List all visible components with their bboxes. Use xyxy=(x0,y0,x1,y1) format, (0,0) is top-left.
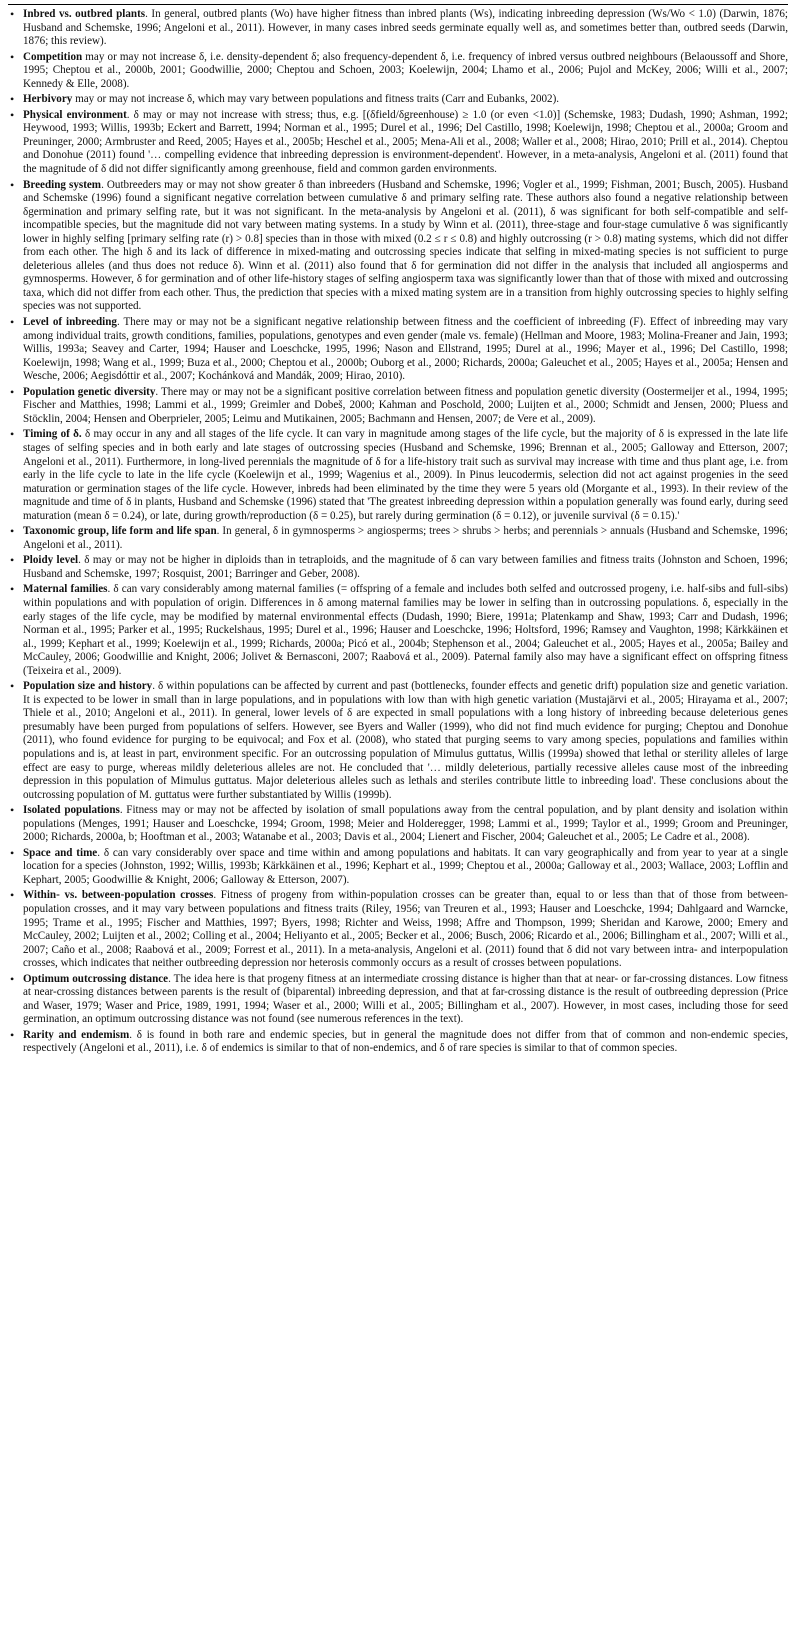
bullet-icon: • xyxy=(10,107,15,122)
list-item xyxy=(8,109,788,177)
item-text: . δ may or may not be higher in diploids than in tetraploids, and the magnitude of δ can vary between families and fitness traits (Johnston and Schoen, 1996; Husband and Schemske, 1997; Rosquist, 2001; Barringer and Geber, 2008). xyxy=(23,554,788,580)
item-term: Space and time xyxy=(23,846,98,859)
list-item xyxy=(8,93,788,107)
list-item xyxy=(8,583,788,678)
bullet-icon: • xyxy=(10,315,15,330)
list-item xyxy=(8,316,788,384)
item-text: . Outbreeders may or may not show greater δ than inbreeders (Husband and Schemske, 1996; Vogler et al., 1999; Fishman, 2001; Busch, 2005). Husband and Schemske (1996) found a significant negative correlation between cumulative δ and primary selfing rate. These authors also found a negative relationship between δgermination and primary selfing rate, but it was not significant. In the meta-analysis by Angeloni et al. (2011), δ was significant for both self-compatible and self-incompatible species, but the magnitude did not vary between mating systems. In a study by Winn et al. (2011), three-stage and four-stage cumulative δ was significantly lower in highly selfing [primary selfing rate (r) > 0.8] species than in those with mixed (0.2 ≤ r ≤ 0.8) and highly outcrossing (r > 0.8) mating systems, which did not differ from each other. The high δ and its lack of difference in mixed-mating and outcrossing species indicate that selfing in mixed-mating species is not sufficient to purge deleterious alleles (and thus does not reduce δ). Winn et al. (2011) also found that δ for germination did not differ in the analysis that included all angiosperms and gymnosperms. However, δ for germination and of other life-history stages of selfing angiosperm taxa was significantly lower than that of those with mixed and outcrossing taxa, which did not differ from each other. Thus, the prediction that species with a mixed mating system are in a transition from highly outcrossing species to highly selfing species was not supported. xyxy=(23,178,788,313)
item-term: Optimum outcrossing distance xyxy=(23,972,169,985)
item-term: Within- vs. between-population crosses xyxy=(23,889,214,902)
item-text: . Fitness of progeny from within-population crosses can be greater than, equal to or less than that of those from between-population crosses, and it may vary between populations and fitness traits (Riley, 1956; van Treuren et al., 1993; Hauser and Loeschcke, 1994; Dahlgaard and Warncke, 1995; Trame et al., 1995; Fischer and Matthies, 1997; Byers, 1998; Richter and Weiss, 1998; Affre and Thompson, 1999; Sheridan and Karowe, 2000; Emery and McCauley, 2002; Luijten et al., 2002; Colling et al., 2004; Heliyanto et al., 2005; Becker et al., 2006; Busch, 2006; Ricardo et al., 2006; Billingham et al., 2007; Willi et al., 2007; Caño et al., 2008; Raabová et al., 2009; Forrest et al., 2011). In a meta-analysis, Angeloni et al. (2011) found that δ did not vary between intra- and interpopulation crosses, which indicates that neither outbreeding depression nor heterosis commonly occurs as a result of crosses between populations. xyxy=(23,889,788,970)
item-term: Taxonomic group, life form and life span xyxy=(23,525,217,538)
item-term: Population genetic diversity xyxy=(23,385,156,398)
list-item xyxy=(8,804,788,845)
list-item xyxy=(8,386,788,427)
factor-list xyxy=(8,8,788,1056)
list-item xyxy=(8,889,788,970)
bullet-icon: • xyxy=(10,1027,15,1042)
bullet-icon: • xyxy=(10,384,15,399)
item-term: Competition xyxy=(23,50,83,63)
bullet-icon: • xyxy=(10,888,15,903)
item-text: . There may or may not be a significant negative relationship between fitness and the coefficient of inbreeding (F). Effect of inbreeding may vary among individual traits, growth conditions, families, populations, genotypes and even gender (male vs. female) (Hellman and Moore, 1983; Molina-Freaner and Jain, 1993; Willis, 1993a; Seavey and Carter, 1994; Hauser and Loeschcke, 1995, 1996; Nason and Ellstrand, 1995; Durel at al., 1996; Mayer et al., 1996; Del Castillo, 1998; Koelewijn, 1998; Wang et al., 1999; Buza et al., 2000; Cheptou et al., 2000b; Ouborg et al., 2000; Richards, 2000a; Galeuchet et al., 2005; Hayes et al., 2005a; Hensen and Wesche, 2006; Aegisdóttir et al., 2007; Kochánková and Mandák, 2009; Hirao, 2010). xyxy=(23,316,788,383)
bullet-icon: • xyxy=(10,92,15,107)
item-text: . δ can vary considerably over space and time within and among populations and habitats. It can vary geographically and from year to year at a single location for a species (Johnston, 1992; Willis, 1993b; Kärkkäinen et al., 1996; Kephart et al., 1999; Cheptou et al., 2000a; Galloway et al., 2003; Wallace, 2003; Lofflin and Kephart, 2005; Goodwillie & Knight, 2006; Galloway & Etterson, 2007). xyxy=(23,846,789,886)
item-text: . The idea here is that progeny fitness at an intermediate crossing distance is higher than that at near- or far-crossing distances. Low fitness at near-crossing distances between parents is the result of (biparental) inbreeding depression, and that at far-crossing distance is the result of outbreeding depression (Price and Waser, 1979; Waser and Price, 1989, 1991, 1994; Waser et al., 2000; Willi et al., 2005; Billingham et al., 2007). However, in most cases, including those for seed germination, an optimum outcrossing distance was not found (see numerous references in the text). xyxy=(23,972,788,1026)
item-text: . In general, outbred plants (Wo) have higher fitness than inbred plants (Ws), indicating inbreeding depression (Ws/Wo < 1.0) (Darwin, 1876; Husband and Schemske, 1996; Angeloni et al., 2011). However, in many cases inbred seeds germinate equally well as, and sometimes better than, outbred seeds (Darwin, 1876; this review). xyxy=(23,8,788,48)
item-text: . δ can vary considerably among maternal families (= offspring of a female and includes both selfed and outcrossed progeny, i.e. half-sibs and full-sibs) within populations and with population of origin. Differences in δ among maternal families may be lower in selfing than in outcrossing populations. δ, especially in the early stages of the life cycle, may be modified by maternal environmental effects (Dudash, 1990; Biere, 1991a; Platenkamp and Shaw, 1993; Carr and Dudash, 1996; Norman et al., 1995; Parker et al., 1995; Ruckelshaus, 1995; Durel et al., 1996; Hauser and Loeschcke, 1996; Holtsford, 1996; Ramsey and Vaughton, 1998; Kärkkäinen et al., 1999; Kephart et al., 1999; Koelewijn et al., 1999; Richards, 2000a; Picó et al., 2004b; Stephenson et al., 2004; Galeuchet et al., 2005; Hayes et al., 2005a; Bailey and McCauley, 2006; Goodwillie and Knight, 2006; Jolivet & Bernasconi, 2007; Raabová et al., 2009). Paternal family also may have a significant effect on offspring fitness (Teixeira et al., 2009). xyxy=(23,583,788,677)
bullet-icon: • xyxy=(10,427,15,442)
bullet-icon: • xyxy=(10,679,15,694)
bullet-icon: • xyxy=(10,524,15,539)
list-item xyxy=(8,51,788,92)
item-term: Inbred vs. outbred plants xyxy=(23,8,146,20)
item-term: Timing of δ. xyxy=(23,428,82,441)
item-term: Maternal families xyxy=(23,583,108,596)
item-term: Breeding system xyxy=(23,178,102,191)
list-item xyxy=(8,525,788,552)
bullet-icon: • xyxy=(10,971,15,986)
item-text: . δ may or may not increase with stress; thus, e.g. [(δfield/δgreenhouse) ≥ 1.0 (or even <1.0)] (Schemske, 1983; Dudash, 1990; Ashman, 1992; Heywood, 1993; Willis, 1993b; Eckert and Barrett, 1994; Norman et al., 1995; Durel et al., 1996; Del Castillo, 1998; Koelewijn, 1998; Cheptou et al., 2000a; Groom and Preuninger, 2000; Armbruster and Reed, 2005; Hayes et al., 2005b; Heschel et al., 2005; Mena-Ali et al., 2008; Waller et al., 2008; Hirao, 2010; Prill et al., 2014). Cheptou and Donohue (2011) found '… compelling evidence that inbreeding depression is environment-dependent'. However, in a meta-analysis, Angeloni et al. (2011) found that the magnitude of δ did not differ significantly among greenhouse, field and common garden environments. xyxy=(23,108,788,176)
list-item xyxy=(8,847,788,888)
list-item xyxy=(8,8,788,49)
bullet-icon: • xyxy=(10,553,15,568)
list-item xyxy=(8,179,788,314)
item-term: Ploidy level xyxy=(23,554,79,567)
bullet-icon: • xyxy=(10,845,15,860)
item-text: . δ is found in both rare and endemic species, but in general the magnitude does not differ from that of common and non-endemic species, respectively (Angeloni et al., 2011), i.e. δ of endemics is similar to that of non-endemics, and δ of rare species is similar to that of common species. xyxy=(23,1028,788,1055)
list-item xyxy=(8,554,788,581)
item-term: Isolated populations xyxy=(23,804,120,817)
item-text: δ may occur in any and all stages of the life cycle. It can vary in magnitude among stages of the life cycle, but the majority of δ is expressed in the late life stages of selfing species and in both early and late stages of outcrossing species (Husband and Schemske, 1996; Brennan et al., 2005; Galloway and Etterson, 2007; Angeloni et al., 2011). Furthermore, in long-lived perennials the magnitude of δ for a life-history trait such as survival may increase with time and thus plant age, i.e. from early in the life cycle to late in the life cycle (Koelewijn et al., 1999; Wagenius et al., 2009). In Pinus leucodermis, selection did not act against progenies in the seed maturation or germination stages of the life cycle. However, inbreds had been eliminated by the time they were 5 years old (Morgante et al., 1993). In their review of the magnitude and time of δ in plants, Husband and Schemske (1996) stated that 'The greatest inbreeding depression within a population generally was found early, during seed maturation (mean δ = 0.24), or late, during growth/reproduction (δ = 0.25), but rarely during germination (δ = 0.12), or juvenile survival (δ = 0.15).' xyxy=(23,428,788,522)
item-text: may or may not increase δ, which may vary between populations and fitness traits (Carr and Eubanks, 2002). xyxy=(72,93,560,106)
list-item xyxy=(8,1029,788,1056)
item-text: . In general, δ in gymnosperms > angiosperms; trees > shrubs > herbs; and perennials > annuals (Husband and Schemske, 1996; Angeloni et al., 2011). xyxy=(23,525,788,551)
bullet-icon: • xyxy=(10,803,15,818)
item-text: . Fitness may or may not be affected by isolation of small populations away from the central population, and by plant density and isolation within populations (Menges, 1991; Hauser and Loeschcke, 1994; Groom, 1998; Meier and Holderegger, 1998; Lammi et al., 1999; Taylor et al., 1999; Groom and Preuninger, 2000; Richards, 2000a, b; Hooftman et al., 2003; Watanabe et al., 2003; Davis et al., 2004; Lienert and Fischer, 2004; Galeuchet et al., 2005; Le Cadre et al., 2008). xyxy=(23,804,788,844)
bullet-icon: • xyxy=(10,49,15,64)
list-item xyxy=(8,973,788,1027)
bullet-icon: • xyxy=(10,177,15,192)
top-rule xyxy=(8,4,788,5)
bullet-icon: • xyxy=(10,582,15,597)
item-term: Population size and history xyxy=(23,680,153,693)
list-item xyxy=(8,680,788,802)
bullet-icon: • xyxy=(10,7,15,21)
item-text: may or may not increase δ, i.e. density-dependent δ; also frequency-dependent δ, i.e. frequency of inbred versus outbred neighbours (Belaoussoff and Shore, 1995; Cheptou et al., 2000b, 2001; Goodwillie, 2000; Cheptou and Schoen, 2003; Koelewijn, 2004; Lhamo et al., 2006; Pujol and McKey, 2006; Willi et al., 2007; Kennedy & Elle, 2008). xyxy=(23,50,788,90)
list-item xyxy=(8,428,788,523)
item-term: Herbivory xyxy=(23,93,73,106)
item-term: Rarity and endemism xyxy=(23,1028,130,1041)
item-text: . δ within populations can be affected by current and past (bottlenecks, founder effects and genetic drift) population size and genetic variation. It is expected to be lower in small than in large populations, and in populations with low than with high genetic variation (Mustajärvi et al., 2005; Hirayama et al., 2007; Thiele et al., 2010; Angeloni et al., 2011). In general, lower levels of δ are expected in small populations with a long history of inbreeding because deleterious genes presumably have been purged from populations of selfers. However, see Byers and Waller (1999), who did not find much evidence for purging; Cheptou and Donohue (2011), who found evidence for purging to be equivocal; and Fox et al. (2008), who stated that purging seems to vary among species, populations and families within populations and is, at least in part, environment specific. For an outcrossing population of Mimulus guttatus, Willis (1999a) showed that lethal or sterility alleles of large effect are easy to purge, whereas mildly deleterious alleles are not. He concluded that '… mildly deleterious, partially recessive alleles cause most of the inbreeding depression in this population of Mimulus guttatus. Major deleterious alleles such as lethals and steriles contribute little to inbreeding load'. These conclusions about the outcrossing population of M. guttatus were further substantiated by Willis (1999b). xyxy=(23,680,788,801)
item-term: Physical environment xyxy=(23,108,127,121)
item-text: . There may or may not be a significant positive correlation between fitness and population genetic diversity (Oostermeijer et al., 1994, 1995; Fischer and Matthies, 1998; Lammi et al., 1999; Greimler and Dobeš, 2000; Kahman and Poschold, 2000; Luijten et al., 2000; Schmidt and Jensen, 2000; Pluess and Stöcklin, 2004; Hensen and Oberprieler, 2005; Leimu and Mutikainen, 2005; Bachmann and Hensen, 2007; de Vere et al., 2009). xyxy=(23,385,788,425)
item-term: Level of inbreeding xyxy=(23,316,117,329)
